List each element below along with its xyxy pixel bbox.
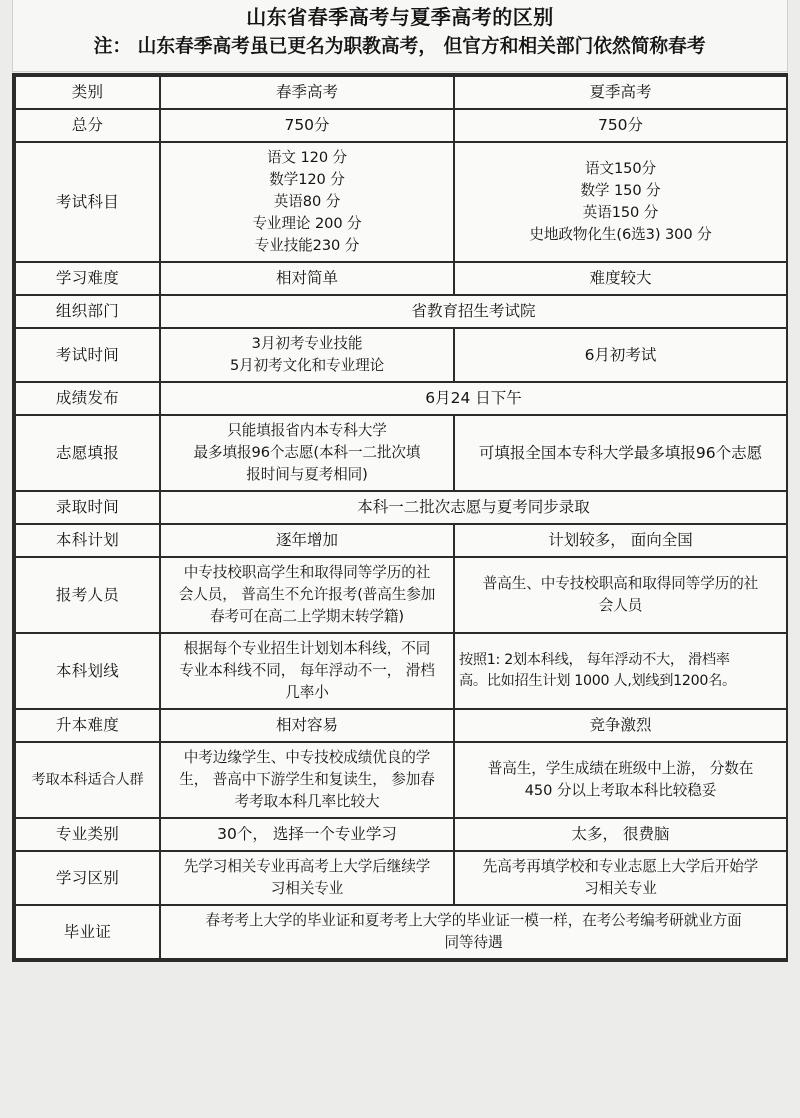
row-label: 类别 [15,76,160,109]
cell-line: 数学120 分 [269,171,345,188]
row-value-spring: 逐年增加 [160,524,454,557]
row-value-spring [160,328,454,382]
cell-line: 中专技校职高学生和取得同等学历的社 [183,564,431,581]
row-value-spring: 相对容易 [160,709,454,742]
row-value-summer: 可填报全国本专科大学最多填报96个志愿 [454,415,787,491]
row-value-summer: 6月初考试 [454,328,787,382]
row-value-summer: 750分 [454,109,787,142]
cell-line: 会人员， 普高生不允许报考(普高生参加 [178,586,436,603]
row-value-summer [454,633,787,709]
table-row [15,557,787,633]
row-label: 志愿填报 [15,415,160,491]
cell-line: 最多填报96个志愿(本科一二批次填 [193,444,421,461]
table-row [15,109,787,142]
cell-line: 只能填报省内本专科大学 [227,422,387,439]
cell-line: 报时间与夏考相同) [246,466,368,483]
row-label: 本科计划 [15,524,160,557]
comparison-table [14,75,788,960]
cell-line: 先学习相关专业再高考上大学后继续学 [183,858,431,875]
cell-line: 普高生，学生成绩在班级中上游， 分数在 [487,760,754,777]
cell-line: 专业技能230 分 [254,237,360,254]
row-value-spring: 相对简单 [160,262,454,295]
cell-line: 英语80 分 [273,193,341,210]
cell-line: 专业本科线不同， 每年浮动不一， 滑档 [179,662,435,679]
row-value-spring [160,557,454,633]
cell-line: 英语150 分 [582,204,659,221]
row-value-summer [454,851,787,905]
row-label: 考试时间 [15,328,160,382]
row-label: 报考人员 [15,557,160,633]
table-row [15,709,787,742]
row-value-merged: 6月24 日下午 [160,382,787,415]
page-title: 山东省春季高考与夏季高考的区别 [246,5,554,29]
cell-line: 高。比如招生计划 1000 人,划线到1200名。 [459,673,736,689]
cell-line: 先高考再填学校和专业志愿上大学后开始学 [482,858,759,875]
cell-line: 春考可在高二上学期末转学籍) [209,608,404,625]
table-row [15,415,787,491]
table-body [15,76,787,959]
row-value-spring [160,742,454,818]
row-value-summer [454,557,787,633]
comparison-table-wrapper [12,73,788,962]
table-row [15,818,787,851]
row-label: 录取时间 [15,491,160,524]
row-value-merged: 本科一二批次志愿与夏考同步录取 [160,491,787,524]
cell-line: 史地政物化生(6选3) 300 分 [529,226,712,243]
table-row [15,76,787,109]
cell-line: 考考取本科几率比较大 [234,793,380,810]
header-note: 注： 山东春季高考虽已更名为职教高考， 但官方和相关部门依然简称春考 [94,35,706,57]
cell-line: 按照1: 2划本科线， 每年浮动不大， 滑档率 [459,651,730,668]
cell-line: 语文150分 [584,160,657,177]
cell-line: 3月初考专业技能 [251,335,363,352]
cell-line: 专业理论 200 分 [252,215,362,232]
row-label: 学习区别 [15,851,160,905]
cell-line: 数学 150 分 [580,182,661,199]
cell-line: 450 分以上考取本科比较稳妥 [524,782,717,799]
cell-line: 普高生、中专技校职高和取得同等学历的社 [482,575,759,592]
row-label: 专业类别 [15,818,160,851]
row-value-merged: 省教育招生考试院 [160,295,787,328]
table-row [15,524,787,557]
table-row [15,905,787,959]
row-value-spring [160,633,454,709]
table-row [15,142,787,262]
row-value-summer [454,742,787,818]
row-value-merged [160,905,787,959]
cell-line: 根据每个专业招生计划划本科线，不同 [183,640,431,657]
row-label: 组织部门 [15,295,160,328]
row-value-spring: 30个， 选择一个专业学习 [160,818,454,851]
table-row [15,491,787,524]
cell-line: 会人员 [598,597,643,614]
row-label: 总分 [15,109,160,142]
table-row [15,295,787,328]
row-value-summer [454,142,787,262]
cell-line: 5月初考文化和专业理论 [229,357,385,374]
row-label: 本科划线 [15,633,160,709]
row-label: 成绩发布 [15,382,160,415]
table-row [15,382,787,415]
row-label: 学习难度 [15,262,160,295]
table-row [15,633,787,709]
row-label: 升本难度 [15,709,160,742]
row-value-spring [160,415,454,491]
row-value-spring [160,851,454,905]
cell-line: 几率小 [285,684,329,701]
cell-line: 习相关专业 [270,880,344,897]
cell-line: 生， 普高中下游学生和复读生， 参加春 [179,771,435,788]
header-banner [12,0,788,72]
cell-line: 中考边缘学生、中专技校成绩优良的学 [183,749,431,766]
row-value-summer: 太多， 很费脑 [454,818,787,851]
row-value-summer: 夏季高考 [454,76,787,109]
row-label: 毕业证 [15,905,160,959]
cell-line: 春考考上大学的毕业证和夏考考上大学的毕业证一模一样，在考公考编考研就业方面 [205,912,742,929]
row-value-spring: 春季高考 [160,76,454,109]
row-label: 考试科目 [15,142,160,262]
row-value-summer: 计划较多， 面向全国 [454,524,787,557]
row-value-spring: 750分 [160,109,454,142]
row-label: 考取本科适合人群 [15,742,160,818]
row-value-spring [160,142,454,262]
cell-line: 同等待遇 [444,934,503,951]
row-value-summer: 难度较大 [454,262,787,295]
row-value-summer: 竞争激烈 [454,709,787,742]
table-row [15,851,787,905]
table-row [15,262,787,295]
table-row [15,742,787,818]
cell-line: 习相关专业 [584,880,657,897]
cell-line: 语文 120 分 [266,149,348,166]
table-row [15,328,787,382]
